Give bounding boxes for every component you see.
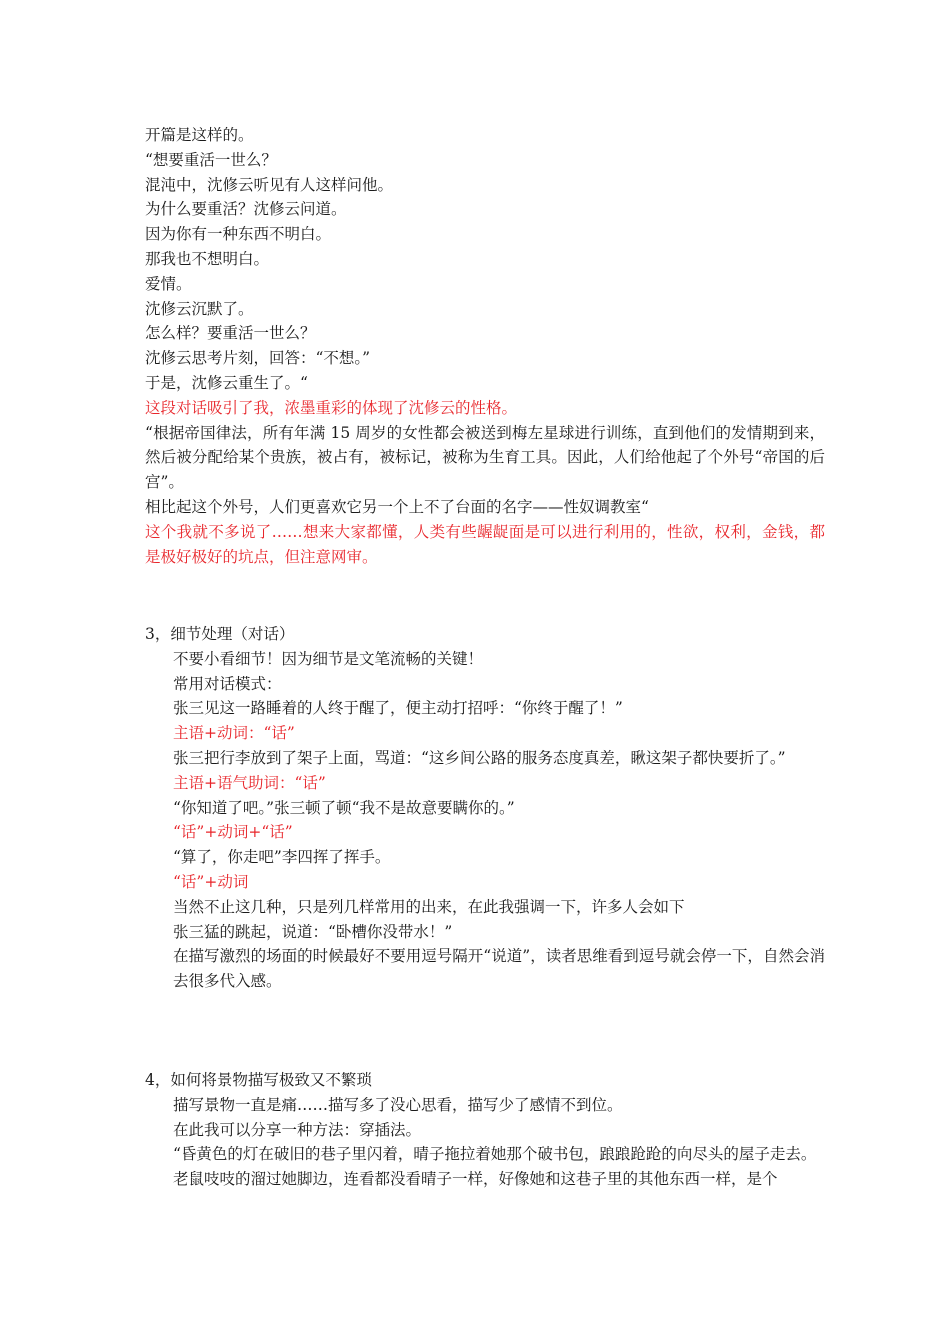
example-line: 老鼠吱吱的溜过她脚边，连看都没看晴子一样，好像她和这巷子里的其他东西一样，是个: [173, 1170, 778, 1189]
text-line: 沈修云思考片刻，回答：“不想。”: [145, 349, 371, 368]
text-line: 于是，沈修云重生了。“: [145, 373, 308, 392]
text-line: 在描写激烈的场面的时候最好不要用逗号隔开“说道”，读者思维看到逗号就会停一下，自然会消去很多代入感。: [173, 947, 825, 991]
section-heading: 4，如何将景物描写极致又不繁琐: [145, 1071, 372, 1089]
text-line: 因为你有一种东西不明白。: [145, 225, 332, 244]
quoted-paragraph: “根据帝国律法，所有年满 15 周岁的女性都会被送到梅左星球进行训练，直到他们的发情期到来，然后被分配给某个贵族，被占有，被标记，被称为生育工具。因此，人们给他起了个外号“帝国的后宫”。: [145, 423, 825, 492]
pattern-label: “话”+动词: [173, 872, 249, 891]
text-line: 沈修云沉默了。: [145, 299, 254, 318]
red-commentary: 这个我就不多说了……想来大家都懂，人类有些龌龊面是可以进行利用的，性欲，权利，金钱，都是极好极好的坑点，但注意网审。: [145, 522, 825, 566]
text-line: 爱情。: [145, 274, 192, 293]
pattern-label: 主语+动词：“话”: [173, 724, 295, 743]
text-line: 相比起这个外号，人们更喜欢它另一个上不了台面的名字——性奴调教室“: [145, 497, 649, 516]
section-3-dialogue-details: [145, 622, 825, 994]
text-line: 为什么要重活？沈修云问道。: [145, 200, 347, 219]
example-line: “昏黄色的灯在破旧的巷子里闪着，晴子拖拉着她那个破书包，踉踉跄跄的向尽头的屋子走去。: [173, 1145, 817, 1164]
text-line: “想要重活一世么？: [145, 150, 277, 169]
text-line: 不要小看细节！因为细节是文笔流畅的关键！: [173, 649, 484, 668]
text-line: 在此我可以分享一种方法：穿插法。: [173, 1120, 422, 1139]
example-line: 张三把行李放到了架子上面，骂道：“这乡间公路的服务态度真差，瞅这架子都快要折了。”: [173, 748, 786, 767]
section-heading: 3，细节处理（对话）: [145, 625, 295, 643]
example-line: 张三见这一路睡着的人终于醒了，便主动打招呼：“你终于醒了！”: [173, 699, 623, 718]
red-commentary: 这段对话吸引了我，浓墨重彩的体现了沈修云的性格。: [145, 398, 518, 417]
pattern-label: 主语+语气助词：“话”: [173, 773, 326, 792]
example-line: 张三猛的跳起，说道：“卧槽你没带水！”: [173, 922, 453, 941]
text-line: 描写景物一直是痛……描写多了没心思看，描写少了感情不到位。: [173, 1095, 623, 1114]
text-line: 当然不止这几种，只是列几样常用的出来，在此我强调一下，许多人会如下: [173, 897, 685, 916]
pattern-label: “话”+动词+“话”: [173, 823, 293, 842]
text-line: 开篇是这样的。: [145, 126, 254, 144]
text-line: 混沌中，沈修云听见有人这样问他。: [145, 175, 394, 194]
example-line: “算了，你走吧”李四挥了挥手。: [173, 848, 391, 867]
section-opening-excerpt: [145, 123, 825, 569]
example-line: “你知道了吧。”张三顿了顿“我不是故意要瞒你的。”: [173, 798, 515, 817]
section-4-scenery-description: [145, 1068, 825, 1192]
text-line: 那我也不想明白。: [145, 249, 270, 268]
text-line: 怎么样？要重活一世么？: [145, 324, 316, 343]
text-line: 常用对话模式：: [173, 674, 282, 693]
